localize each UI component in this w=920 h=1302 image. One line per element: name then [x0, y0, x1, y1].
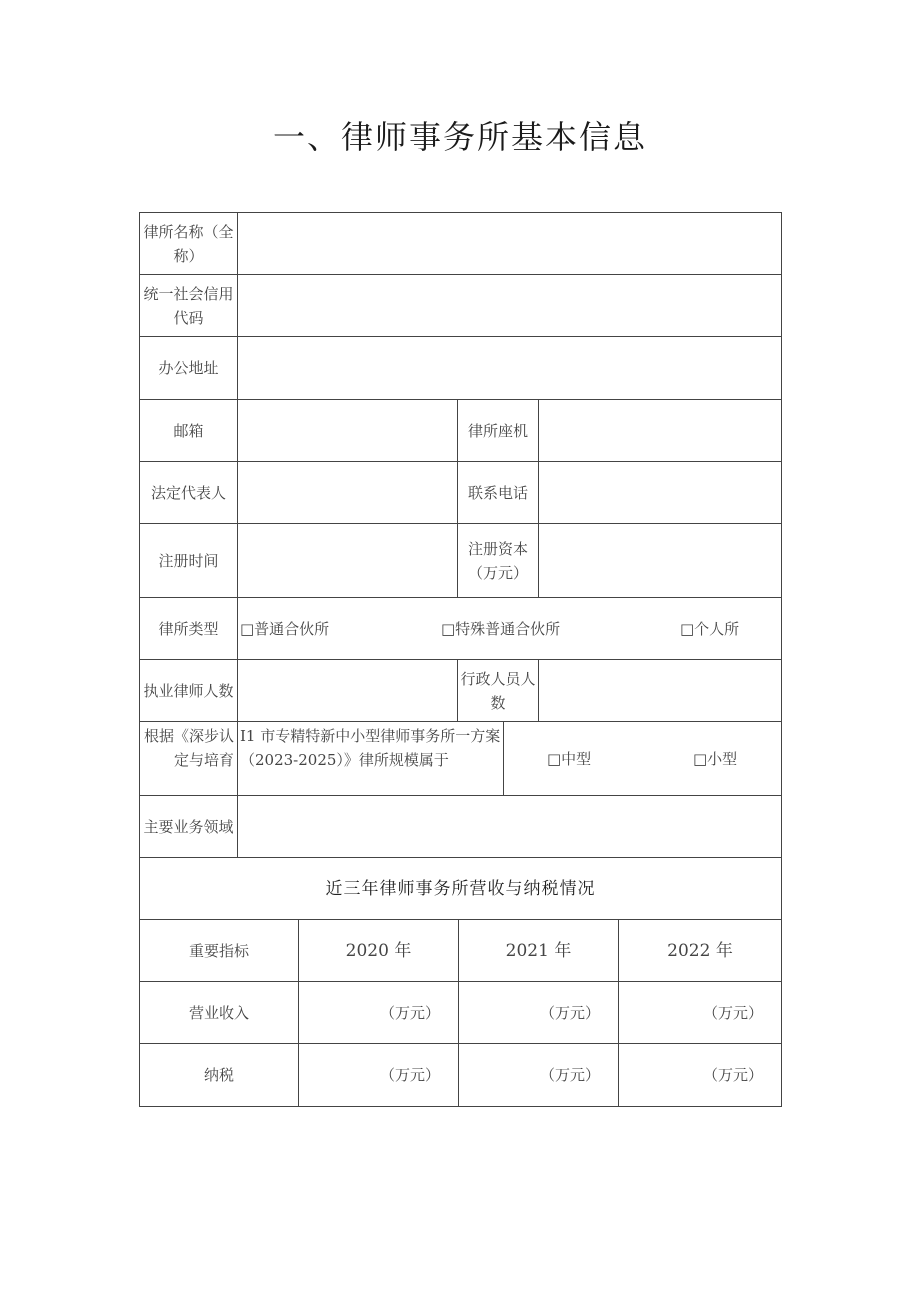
email-label: 邮箱 [173, 421, 204, 440]
scale-prefix-label: 根据《深步认定与培育 [143, 727, 234, 769]
practicing-lawyers-label: 执业律师人数 [143, 681, 234, 700]
reg-capital-label: 注册资本（万元） [467, 539, 528, 582]
admin-staff-label: 行政人员人数 [460, 669, 536, 712]
firm-name-label: 律所名称（全称） [143, 222, 234, 265]
year-2022-header: 2022 年 [667, 940, 733, 961]
revenue-2020-field[interactable] [299, 982, 458, 1043]
tax-2021-unit: （万元） [539, 1066, 600, 1084]
reg-capital-field[interactable] [539, 524, 781, 597]
firm-type-option-individual[interactable]: □个人所 [680, 619, 740, 638]
year-2021-header: 2021 年 [505, 940, 572, 961]
scale-description: I1 市专精特新中小型律师事务所一方案（2023-2025）》律所规模属于 [240, 727, 501, 769]
tax-2021-field[interactable] [459, 1044, 618, 1106]
legal-rep-label: 法定代表人 [150, 483, 226, 502]
phone-field[interactable] [539, 400, 781, 461]
year-2020-header: 2020 年 [345, 940, 412, 961]
contact-phone-field[interactable] [539, 462, 781, 523]
tax-2020-field[interactable] [299, 1044, 458, 1106]
revenue-subtitle: 近三年律师事务所营收与纳税情况 [325, 878, 596, 899]
tax-2022-field[interactable] [619, 1044, 781, 1106]
reg-time-label: 注册时间 [158, 551, 219, 570]
revenue-2022-field[interactable] [619, 982, 781, 1043]
business-area-field[interactable] [238, 796, 781, 857]
scale-option-medium[interactable]: □中型 [547, 749, 592, 768]
firm-name-field[interactable] [238, 213, 781, 274]
firm-type-label: 律所类型 [158, 619, 219, 638]
scale-option-small[interactable]: □小型 [693, 749, 738, 768]
revenue-label: 营业收入 [188, 1003, 249, 1022]
tax-2022-unit: （万元） [702, 1066, 763, 1084]
reg-time-field[interactable] [238, 524, 457, 597]
tax-label: 纳税 [203, 1066, 234, 1084]
contact-phone-label: 联系电话 [467, 483, 528, 502]
firm-type-option-general[interactable]: □普通合伙所 [240, 619, 330, 638]
revenue-2021-field[interactable] [459, 982, 618, 1043]
business-area-label: 主要业务领域 [143, 817, 234, 836]
revenue-2022-unit: （万元） [702, 1003, 763, 1022]
email-field[interactable] [238, 400, 457, 461]
revenue-2020-unit: （万元） [379, 1003, 440, 1022]
firm-type-option-special[interactable]: □特殊普通合伙所 [441, 619, 561, 638]
credit-code-label: 统一社会信用代码 [143, 284, 234, 327]
address-field[interactable] [238, 337, 781, 399]
legal-rep-field[interactable] [238, 462, 457, 523]
revenue-2021-unit: （万元） [539, 1003, 600, 1022]
phone-label: 律所座机 [467, 421, 528, 440]
page-title: 一、律师事务所基本信息 [272, 118, 647, 156]
tax-2020-unit: （万元） [379, 1066, 440, 1084]
metric-header: 重要指标 [188, 941, 249, 960]
admin-staff-field[interactable] [539, 660, 781, 721]
credit-code-field[interactable] [238, 275, 781, 336]
address-label: 办公地址 [158, 359, 219, 377]
practicing-lawyers-field[interactable] [238, 660, 457, 721]
